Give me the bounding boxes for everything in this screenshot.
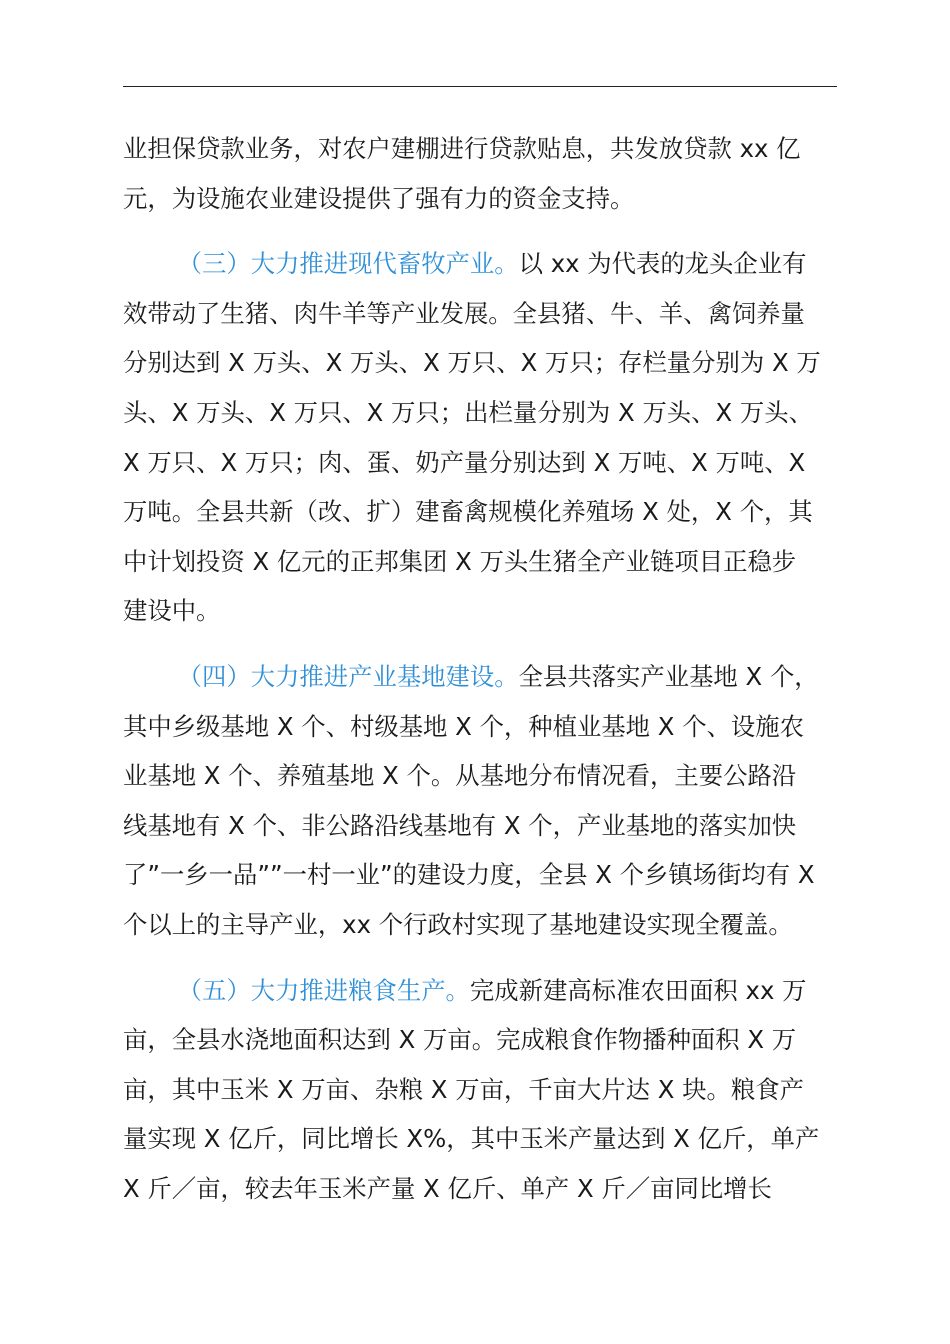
text-line: 效带动了生猪、肉牛羊等产业发展。全县猪、牛、羊、禽饲养量 [123,298,805,328]
text-line: 业基地 X 个、养殖基地 X 个。从基地分布情况看，主要公路沿 [123,761,797,791]
document-body [123,124,843,1213]
text-run: 全县共落实产业基地 X 个， [518,661,819,691]
paragraph-continuation [123,124,843,223]
text-line: 元，为设施农业建设提供了强有力的资金支持。 [123,183,635,213]
text-line: 业担保贷款业务，对农户建棚进行贷款贴息，共发放贷款 xx 亿 [123,134,801,163]
header-rule [123,86,837,87]
section-heading-3: （三）大力推进现代畜牧产业。 [177,249,519,279]
text-line: X 万只、X 万只；肉、蛋、奶产量分别达到 X 万吨、X 万吨、X [123,447,806,477]
text-line: 亩，全县水浇地面积达到 X 万亩。完成粮食作物播种面积 X 万 [123,1025,797,1055]
text-line: 线基地有 X 个、非公路沿线基地有 X 个，产业基地的落实加快 [123,810,797,840]
text-line: 中计划投资 X 亿元的正邦集团 X 万头生猪全产业链项目正稳步 [123,546,797,576]
paragraph-section-4 [123,652,843,950]
text-line: 量实现 X 亿斤，同比增长 X%，其中玉米产量达到 X 亿斤，单产 [123,1124,820,1154]
text-run: 以 xx 为代表的龙头企业有 [518,249,807,279]
text-line: 亩，其中玉米 X 万亩、杂粮 X 万亩，千亩大片达 X 块。粮食产 [123,1074,804,1104]
text-line: 万吨。全县共新（改、扩）建畜禽规模化养殖场 X 处，X 个，其 [123,497,813,527]
text-line: 了”一乡一品””一村一业”的建设力度，全县 X 个乡镇场街均有 X [123,860,815,890]
section-heading-5: （五）大力推进粮食生产。 [177,975,470,1005]
paragraph-section-5 [123,966,843,1214]
section-heading-4: （四）大力推进产业基地建设。 [177,661,519,691]
paragraph-section-3 [123,239,843,636]
text-line: X 斤／亩，较去年玉米产量 X 亿斤、单产 X 斤／亩同比增长 [123,1173,772,1203]
paragraph-first-line [123,966,839,1016]
text-run: 完成新建高标准农田面积 xx 万 [469,975,807,1005]
text-line: 建设中。 [123,596,221,626]
text-line: 个以上的主导产业，xx 个行政村实现了基地建设实现全覆盖。 [123,909,793,939]
paragraph-first-line [123,239,839,289]
text-line: 其中乡级基地 X 个、村级基地 X 个，种植业基地 X 个、设施农 [123,711,804,741]
text-line: 分别达到 X 万头、X 万头、X 万只、X 万只；存栏量分别为 X 万 [123,348,821,378]
paragraph-first-line [123,652,839,702]
text-line: 头、X 万头、X 万只、X 万只；出栏量分别为 X 万头、X 万头、 [123,397,813,427]
